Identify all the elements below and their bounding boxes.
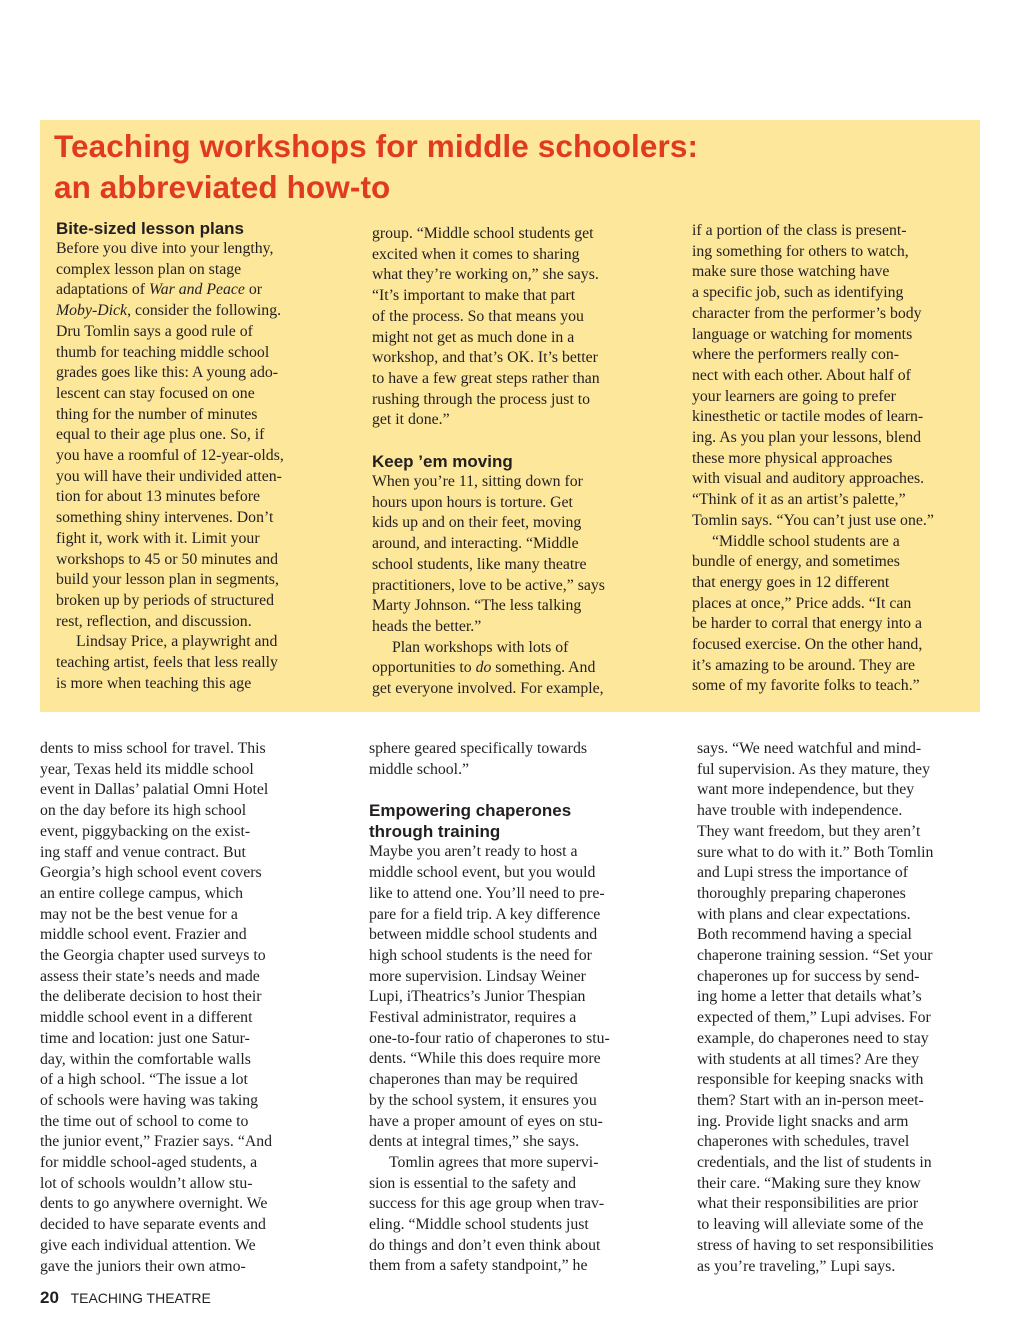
sidebar-title: Teaching workshops for middle schoolers: an abbreviated how-to — [54, 128, 699, 205]
paragraph: Maybe you aren’t ready to host a middle school event, but you would like to attend one. You’ll need to pre- pare for a field trip. A key difference between middle school students and high school students is the need for more supervision. Lindsay Weiner Lupi, iTheatrics’s Junior Thespian Festival administrator, requires a one-to-four ratio of chaperones to stu- dents. “While this does require more chaperones than may be required by the school system, it ensures you have a proper amount of eyes on stu- dents at integral times,” she says. — [369, 843, 610, 1151]
page-number: 20 — [40, 1288, 59, 1307]
paragraph: Lindsay Price, a playwright and teaching artist, feels that less really is more when teaching this age — [56, 633, 278, 692]
paragraph: Before you dive into your lengthy, complex lesson plan on stage adaptations of War and Peace or Moby-Dick, consider the following. Dru Tomlin says a good rule of thumb for teaching middle school grades goes like this: A young ado- lescent can stay focused on one thing for the number of minutes equal to their age plus one. So, if you have a roomful of 12-year-olds, you will have their undivided atten- tion for about 13 minutes before something shiny intervenes. Don’t fight it, work with it. Limit your workshops to 45 or 50 minutes and build your lesson plan in segments, broken up by periods of structured rest, reflection, and discussion. — [56, 240, 284, 630]
paragraph: Plan workshops with lots of opportunities to do something. And get everyone involved. For example, — [372, 638, 604, 698]
paragraph: if a portion of the class is present- ing something for others to watch, make sure those watching have a specific job, such as identifying character from the performer’s body language or watching for moments where the performers really con- nect with each other. About half of your learners are going to prefer kinesthetic or tactile modes of learn- ing. As you plan your lessons, blend these more physical approaches with visual and auditory approaches. “Think of it as an artist’s palette,” Tomlin says. “You can’t just use one.” — [692, 222, 934, 529]
paragraph: group. “Middle school students get excited when it comes to sharing what they’re working on,” she says. “It’s important to make that part of the process. So that means you might not get as much done in a workshop, and that’s OK. It’s better to have a few great steps rather than rushing through the process just to get it done.” — [372, 225, 600, 429]
article-column-2 — [369, 739, 669, 1277]
publication-name: TEACHING THEATRE — [70, 1290, 211, 1306]
sidebar-column-1 — [56, 218, 346, 694]
paragraph: “Middle school students are a bundle of energy, and sometimes that energy goes in 12 different places at once,” Price adds. “It can be harder to corral that energy into a focused exercise. On the other hand, it’s amazing to be around. They are some of my favorite folks to teach.” — [692, 532, 923, 695]
article-column-1 — [40, 739, 340, 1277]
page-footer — [40, 1288, 211, 1308]
paragraph: dents to miss school for travel. This year, Texas held its middle school event in Dallas’ palatial Omni Hotel on the day before its high school event, piggybacking on the exist- ing staff and venue contract. But Georgia’s high school event covers an entire college campus, which may not be the best venue for a middle school event. Frazier and the Georgia chapter used surveys to assess their state’s needs and made the deliberate decision to host their middle school event in a different time and location: just one Satur- day, within the comfortable walls of a high school. “The issue a lot of schools were having was taking the time out of school to come to the junior event,” Frazier says. “And for middle school-aged students, a lot of schools wouldn’t allow stu- dents to go anywhere overnight. We decided to have separate events and give each individual attention. We gave the juniors their own atmo- — [40, 740, 273, 1275]
sidebar-box — [40, 120, 980, 712]
sidebar-column-2 — [372, 224, 662, 700]
paragraph: says. “We need watchful and mind- ful supervision. As they mature, they want more independence, but they have trouble with independence. They want freedom, but they aren’t sure what to do with it.” Both Tomlin and Lupi stress the importance of thoroughly preparing chaperones with plans and clear expectations. Both recommend having a special chaperone training session. “Set your chaperones up for success by send- ing home a letter that details what’s expected of them,” Lupi advises. For example, do chaperones need to stay with students at all times? Are they responsible for keeping snacks with them? Start with an in-person meet- ing. Provide light snacks and arm chaperones with schedules, travel credentials, and the list of students in their care. “Making sure they know what their responsibilities are prior to leaving will alleviate some of the stress of having to set responsibilities as you’re traveling,” Lupi says. — [697, 740, 934, 1275]
article-column-3 — [697, 739, 997, 1277]
paragraph: When you’re 11, sitting down for hours upon hours is torture. Get kids up and on their feet, moving around, and interacting. “Middle school students, like many theatre practitioners, love to be active,” says Marty Johnson. “The less talking heads the better.” — [372, 473, 605, 635]
paragraph: Tomlin agrees that more supervi- sion is essential to the safety and success for this age group when trav- eling. “Middle school students just do things and don’t even think about them from a safety standpoint,” he — [369, 1153, 605, 1275]
paragraph: sphere geared specifically towards middle school.” — [369, 740, 587, 778]
subheading-bite-sized: Bite-sized lesson plans — [56, 219, 244, 238]
subheading-empowering-chaperones: Empowering chaperones through training — [369, 801, 572, 842]
subheading-keep-em-moving: Keep ’em moving — [372, 452, 513, 472]
sidebar-column-3 — [692, 221, 982, 697]
